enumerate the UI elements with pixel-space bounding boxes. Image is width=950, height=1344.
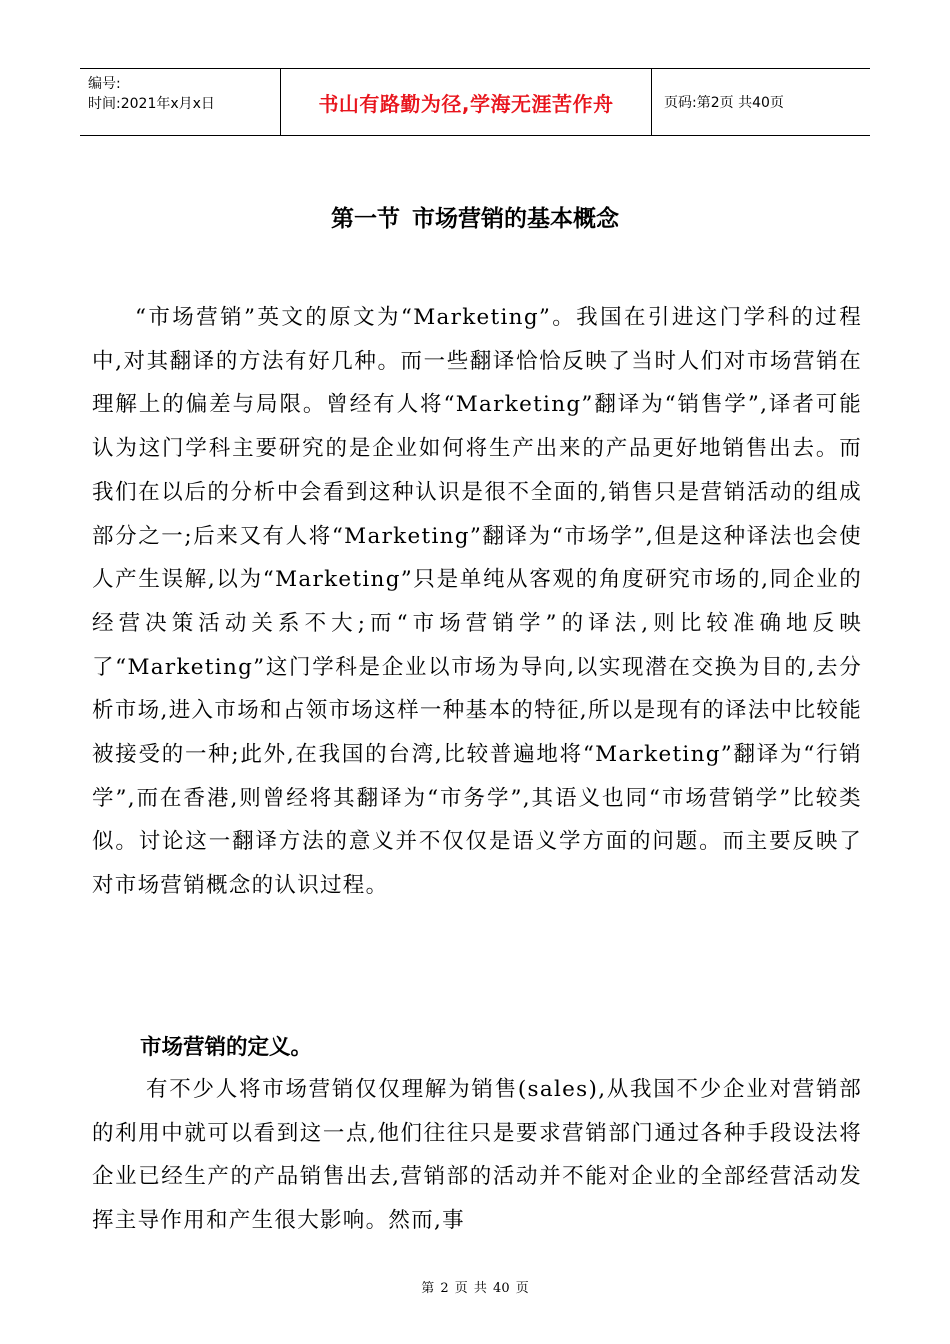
subheading-marketing-definition: 市场营销的定义。: [140, 1035, 313, 1060]
header-meta: [80, 69, 280, 135]
header-motto-cell: [280, 69, 652, 135]
paragraph-marketing-vs-sales: 有不少人将市场营销仅仅理解为销售(sales),从我国不少企业对营销部的利用中就可以看到这一点,他们往往只是要求营销部门通过各种手段设法将企业已经生产的产品销售出去,营销部的活动并不能对企业的全部经营活动发挥主导作用和产生很大影响。然而,事: [92, 1077, 862, 1234]
document-number-label: 编号:: [88, 76, 121, 92]
paragraph-marketing-translation: “市场营销”英文的原文为“Marketing”。我国在引进这门学科的过程中,对其翻译的方法有好几种。而一些翻译恰恰反映了当时人们对市场营销在理解上的偏差与局限。曾经有人将“Marketing”翻译为“销售学”,译者可能认为这门学科主要研究的是企业如何将生产出来的产品更好地销售出去。而我们在以后的分析中会看到这种认识是很不全面的,销售只是营销活动的组成部分之一;后来又有人将“Marketing”翻译为“市场学”,但是这种译法也会使人产生误解,以为“Marketing”只是单纯从客观的角度研究市场的,同企业的经营决策活动关系不大;而“市场营销学”的译法,则比较准确地反映了“Marketing”这门学科是企业以市场为导向,以实现潜在交换为目的,去分析市场,进入市场和占领市场这样一种基本的特征,所以是现有的译法中比较能被接受的一种;此外,在我国的台湾,比较普遍地将“Marketing”翻译为“行销学”,而在香港,则曾经将其翻译为“市务学”,其语义也同“市场营销学”比较类似。讨论这一翻译方法的意义并不仅仅是语义学方面的问题。而主要反映了对市场营销概念的认识过程。: [92, 305, 862, 899]
header-page-info-cell: [652, 69, 870, 135]
header-page-info: 页码:第2页 共40页: [664, 95, 784, 111]
page-header: [80, 68, 870, 136]
section-title: 第一节 市场营销的基本概念: [330, 206, 619, 232]
page-footer: 第 2 页 共 40 页: [421, 1281, 529, 1296]
document-time: 时间:2021年x月x日: [88, 96, 215, 112]
header-motto: 书山有路勤为径,学海无涯苦作舟: [318, 91, 614, 116]
